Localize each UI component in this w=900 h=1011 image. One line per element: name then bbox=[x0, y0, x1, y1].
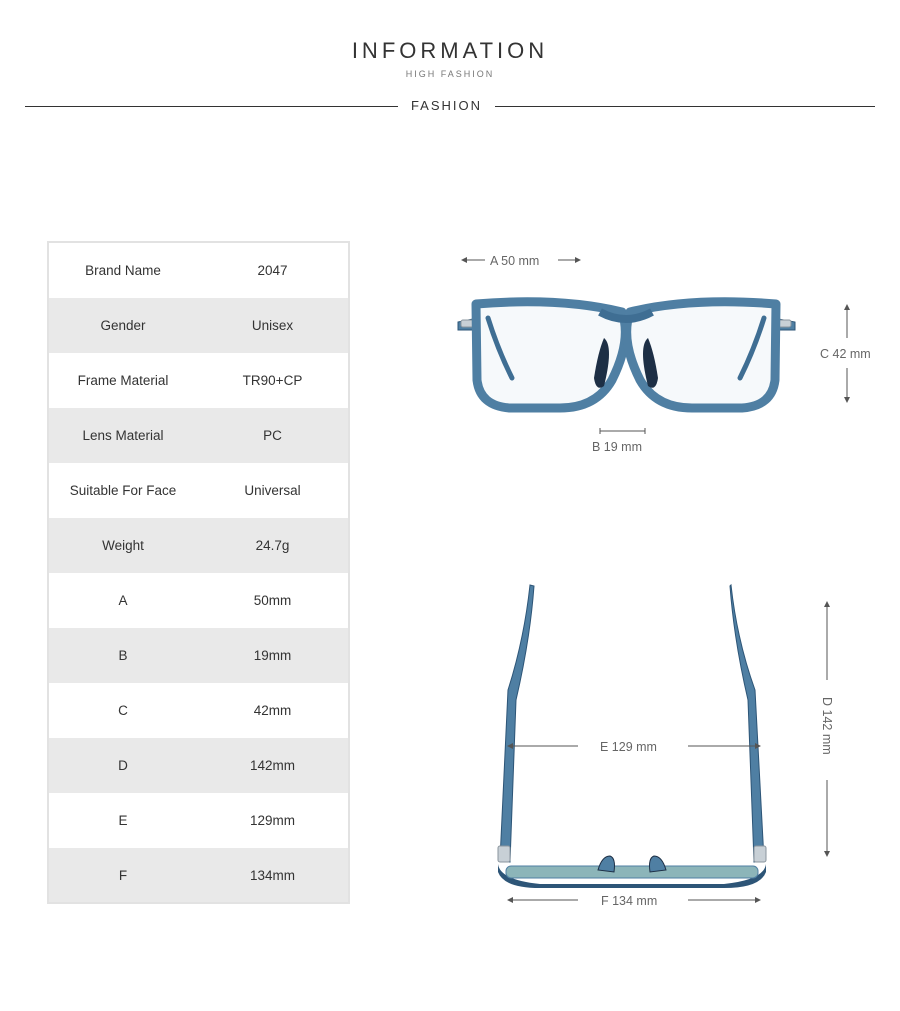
spec-label: Brand Name bbox=[85, 263, 161, 278]
section-label: FASHION bbox=[410, 98, 483, 113]
lens-top-strip bbox=[506, 866, 758, 878]
spec-label: Lens Material bbox=[82, 428, 164, 443]
spec-label: Frame Material bbox=[77, 373, 169, 388]
dim-c-label: C 42 mm bbox=[820, 347, 871, 361]
dim-d-label: D 142 mm bbox=[820, 697, 834, 755]
top-view-glasses bbox=[498, 585, 766, 888]
spec-value: PC bbox=[263, 428, 282, 443]
spec-value: 24.7g bbox=[255, 538, 290, 553]
right-nose-pad-top bbox=[650, 856, 667, 872]
spec-value: 19mm bbox=[253, 648, 292, 663]
spec-value: 50mm bbox=[253, 593, 292, 608]
page-title: INFORMATION bbox=[351, 38, 549, 63]
spec-value: 2047 bbox=[257, 263, 288, 278]
dim-b-label: B 19 mm bbox=[592, 440, 643, 454]
spec-label: Weight bbox=[102, 538, 144, 553]
spec-label: D bbox=[118, 758, 128, 773]
spec-value: 142mm bbox=[249, 758, 295, 773]
spec-value: 129mm bbox=[249, 813, 295, 828]
spec-label: A bbox=[118, 593, 128, 608]
spec-value: TR90+CP bbox=[242, 373, 303, 388]
spec-label: E bbox=[118, 813, 128, 828]
spec-value: Unisex bbox=[251, 318, 294, 333]
spec-label: B bbox=[118, 648, 128, 663]
dim-f-label: F 134 mm bbox=[601, 894, 658, 908]
spec-label: F bbox=[118, 867, 128, 883]
page-subtitle: HIGH FASHION bbox=[405, 69, 495, 79]
dim-e-label: E 129 mm bbox=[600, 740, 657, 754]
dim-a-label: A 50 mm bbox=[490, 254, 540, 268]
right-temple-top bbox=[730, 585, 764, 862]
spec-value: 42mm bbox=[253, 703, 292, 718]
spec-value: 134mm bbox=[249, 867, 295, 883]
left-temple-top bbox=[500, 585, 534, 862]
spec-label: C bbox=[118, 703, 128, 718]
right-hinge-top bbox=[754, 846, 766, 862]
spec-label: Gender bbox=[100, 318, 146, 333]
spec-label: Suitable For Face bbox=[69, 483, 177, 498]
spec-value: Universal bbox=[244, 483, 301, 498]
front-view-glasses bbox=[458, 302, 795, 408]
left-nose-pad-top bbox=[598, 856, 615, 872]
left-hinge-top bbox=[498, 846, 510, 862]
